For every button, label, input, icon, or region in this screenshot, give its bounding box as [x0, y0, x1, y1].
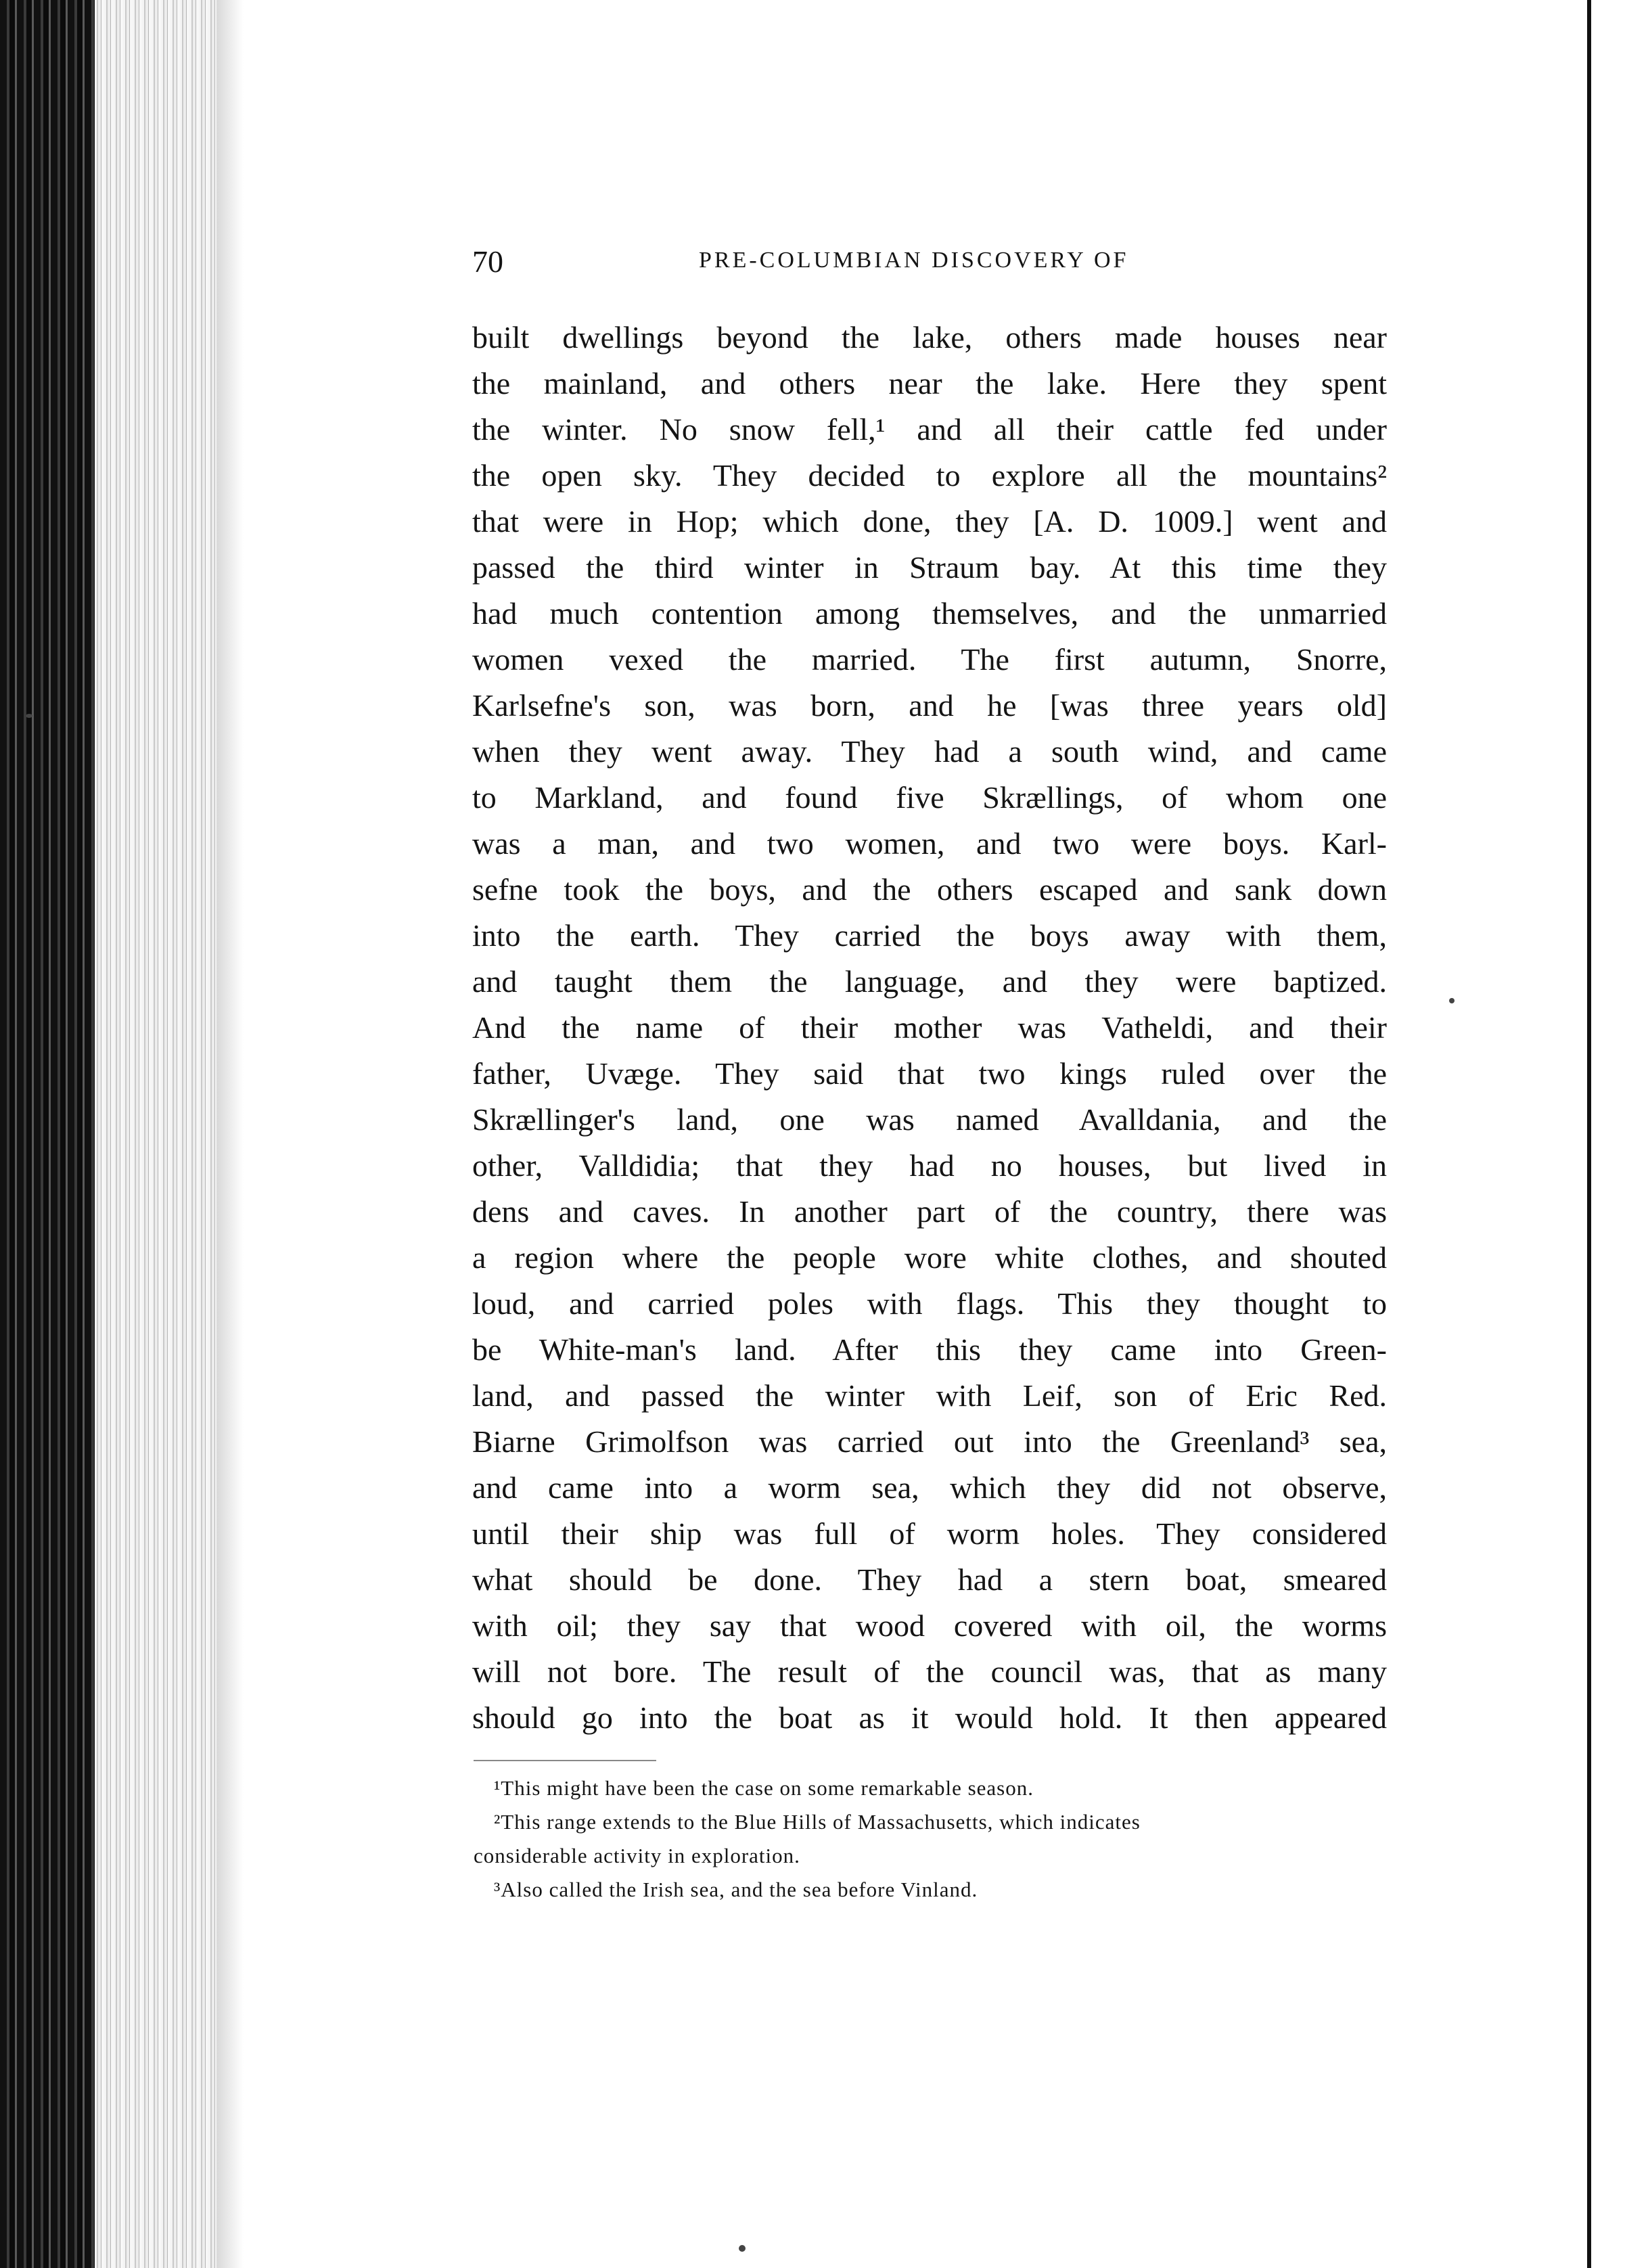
text-line: into the earth. They carried the boys away with them,	[472, 918, 1387, 953]
text-line: Karlsefne's son, was born, and he [was three years old]	[472, 688, 1387, 723]
footnote-2-continued: considerable activity in exploration.	[474, 1844, 800, 1867]
book-spine-shadow	[0, 0, 95, 2268]
text-line: the open sky. They decided to explore all the mountains²	[472, 458, 1387, 493]
page-header	[472, 244, 1392, 284]
text-line: Skrællinger's land, one was named Avalldania, and the	[472, 1102, 1387, 1137]
text-line: loud, and carried poles with flags. This they thought to	[472, 1286, 1387, 1321]
page-edges	[95, 0, 216, 2268]
text-line: Biarne Grimolfson was carried out into the Greenland³ sea,	[472, 1424, 1387, 1459]
text-line: what should be done. They had a stern boat, smeared	[472, 1562, 1387, 1597]
text-line: to Markland, and found five Skrællings, of whom one	[472, 780, 1387, 815]
right-margin	[1591, 0, 1648, 2268]
text-line: women vexed the married. The first autumn, Snorre,	[472, 642, 1387, 677]
text-line: other, Valldidia; that they had no houses, but lived in	[472, 1148, 1387, 1183]
text-line: dens and caves. In another part of the country, there was	[472, 1194, 1387, 1229]
text-line: passed the third winter in Straum bay. At this time they	[472, 550, 1387, 585]
text-line: when they went away. They had a south wind, and came	[472, 734, 1387, 769]
text-line: and came into a worm sea, which they did not observe,	[472, 1470, 1387, 1505]
footnote-2: ²This range extends to the Blue Hills of Massachusetts, which indicates	[494, 1810, 1141, 1834]
scan-speck	[739, 2245, 746, 2252]
text-line: and taught them the language, and they were baptized.	[472, 964, 1387, 999]
text-line: should go into the boat as it would hold. It then appeared	[472, 1700, 1387, 1735]
text-line: father, Uvæge. They said that two kings ruled over the	[472, 1056, 1387, 1091]
gutter-shade	[216, 0, 244, 2268]
text-line: a region where the people wore white clothes, and shouted	[472, 1240, 1387, 1275]
text-line: built dwellings beyond the lake, others made houses near	[472, 320, 1387, 355]
running-head: PRE-COLUMBIAN DISCOVERY OF	[699, 248, 1129, 273]
footnote-3: ³Also called the Irish sea, and the sea before Vinland.	[494, 1878, 978, 1901]
text-line: the winter. No snow fell,¹ and all their cattle fed under	[472, 412, 1387, 447]
text-line: land, and passed the winter with Leif, son of Eric Red.	[472, 1378, 1387, 1413]
footnotes	[474, 1771, 1387, 1907]
text-line: with oil; they say that wood covered with oil, the worms	[472, 1608, 1387, 1643]
text-line: the mainland, and others near the lake. Here they spent	[472, 366, 1387, 401]
scan-speck	[26, 714, 32, 718]
text-line: was a man, and two women, and two were boys. Karl-	[472, 826, 1387, 861]
text-line: be White-man's land. After this they came into Green-	[472, 1332, 1387, 1367]
footnote-divider	[474, 1760, 656, 1761]
scan-speck	[1449, 998, 1455, 1003]
body-text	[472, 315, 1387, 1741]
text-line: And the name of their mother was Vatheldi, and their	[472, 1010, 1387, 1045]
text-line: sefne took the boys, and the others escaped and sank down	[472, 872, 1387, 907]
text-line: that were in Hop; which done, they [A. D. 1009.] went and	[472, 504, 1387, 539]
page-number: 70	[472, 244, 503, 279]
text-line: had much contention among themselves, and the unmarried	[472, 596, 1387, 631]
footnote-1: ¹This might have been the case on some remarkable season.	[494, 1776, 1034, 1800]
text-line: until their ship was full of worm holes. They considered	[472, 1516, 1387, 1551]
text-line: will not bore. The result of the council was, that as many	[472, 1654, 1387, 1689]
